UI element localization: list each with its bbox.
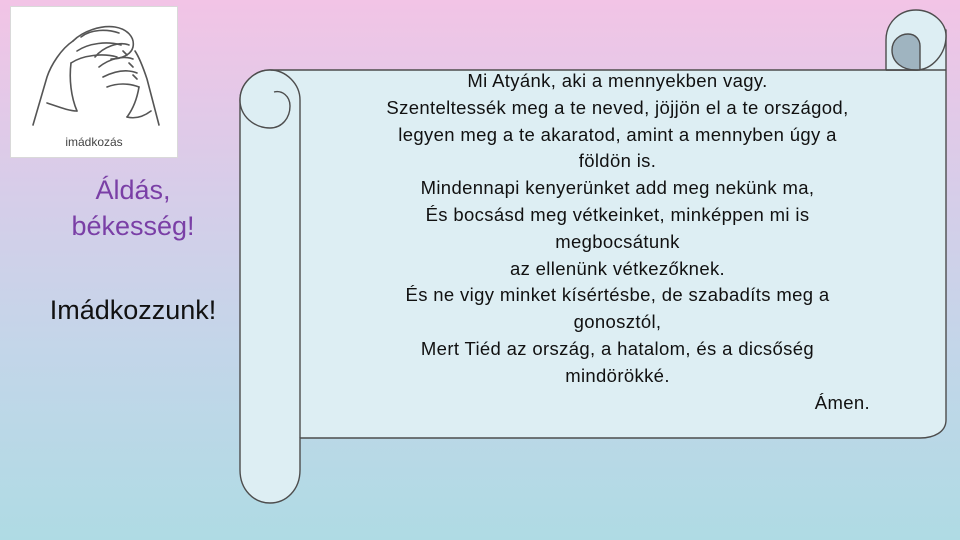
prayer-line: Mert Tiéd az ország, a hatalom, és a dicsőség	[420, 337, 815, 359]
invite-text: Imádkozzunk!	[49, 295, 217, 325]
prayer-line: Mi Atyánk, aki a mennyekben vagy.	[467, 70, 768, 91]
prayer-line: földön is.	[578, 150, 657, 172]
prayer-line: az ellenünk vétkezőknek.	[509, 257, 726, 279]
greeting-line-1: Áldás,	[95, 175, 171, 205]
prayer-line: És bocsásd meg vétkeinket, minképpen mi is	[425, 203, 810, 225]
prayer-line: gonosztól,	[573, 311, 662, 333]
prayer-line: legyen meg a te akaratod, amint a mennyben úgy a	[398, 123, 837, 145]
prayer-line: megbocsátunk	[555, 230, 680, 252]
logo-caption: imádkozás	[65, 135, 123, 149]
greeting-line-2: békesség!	[71, 211, 195, 241]
prayer-line: Szenteltessék meg a te neved, jöjjön el a te országod,	[386, 96, 849, 118]
prayer-line: És ne vigy minket kísértésbe, de szabadíts meg a	[405, 284, 830, 306]
prayer-line: mindörökké.	[565, 364, 670, 386]
prayer-line: Mindennapi kenyerünket add meg nekünk ma,	[420, 177, 815, 199]
lords-prayer-text	[310, 68, 925, 416]
prayer-amen: Ámen.	[814, 391, 870, 413]
